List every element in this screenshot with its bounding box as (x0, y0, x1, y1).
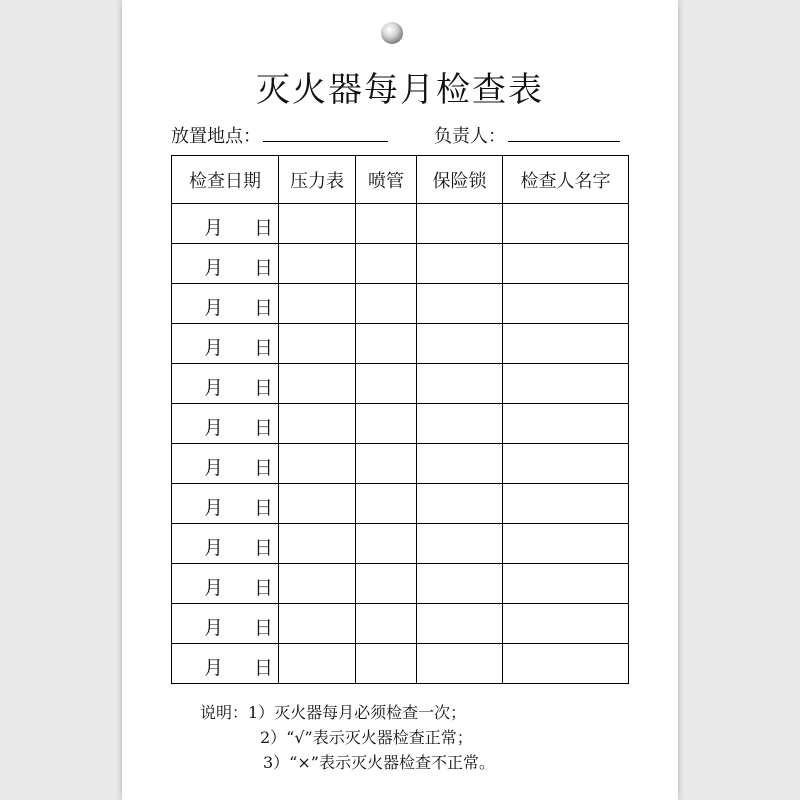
month-label: 月 (204, 497, 224, 519)
pressure-gauge-cell[interactable] (279, 604, 356, 644)
pressure-gauge-cell[interactable] (279, 364, 356, 404)
table-row (172, 604, 629, 644)
inspector-cell[interactable] (503, 204, 629, 244)
location-blank[interactable] (263, 123, 388, 142)
pressure-gauge-cell[interactable] (279, 644, 356, 684)
safety-pin-cell[interactable] (417, 564, 503, 604)
pressure-gauge-cell[interactable] (279, 524, 356, 564)
nozzle-cell[interactable] (356, 484, 417, 524)
pressure-gauge-cell[interactable] (279, 204, 356, 244)
day-label: 日 (254, 657, 274, 679)
day-label: 日 (254, 417, 274, 439)
inspector-cell[interactable] (503, 244, 629, 284)
safety-pin-cell[interactable] (417, 324, 503, 364)
day-label: 日 (254, 217, 274, 239)
inspector-cell[interactable] (503, 484, 629, 524)
inspector-cell[interactable] (503, 324, 629, 364)
day-label: 日 (254, 457, 274, 479)
day-label: 日 (254, 377, 274, 399)
person-field[interactable] (434, 122, 620, 148)
pressure-gauge-cell[interactable] (279, 244, 356, 284)
nozzle-cell[interactable] (356, 324, 417, 364)
person-label: 负责人： (434, 126, 506, 147)
table-row (172, 204, 629, 244)
table-row (172, 564, 629, 604)
header-safety-pin: 保险锁 (417, 156, 503, 204)
inspector-cell[interactable] (503, 644, 629, 684)
month-label: 月 (204, 577, 224, 599)
safety-pin-cell[interactable] (417, 244, 503, 284)
pressure-gauge-cell[interactable] (279, 284, 356, 324)
inspector-cell[interactable] (503, 604, 629, 644)
day-label: 日 (254, 577, 274, 599)
day-label: 日 (254, 257, 274, 279)
month-label: 月 (204, 377, 224, 399)
pressure-gauge-cell[interactable] (279, 564, 356, 604)
pressure-gauge-cell[interactable] (279, 324, 356, 364)
person-blank[interactable] (508, 123, 620, 142)
table-header-row (172, 156, 629, 204)
date-cell[interactable] (172, 404, 279, 444)
inspector-cell[interactable] (503, 444, 629, 484)
nozzle-cell[interactable] (356, 284, 417, 324)
page-title: 灭火器每月检查表 (256, 70, 544, 110)
date-cell[interactable] (172, 644, 279, 684)
safety-pin-cell[interactable] (417, 604, 503, 644)
nozzle-cell[interactable] (356, 524, 417, 564)
date-cell[interactable] (172, 604, 279, 644)
month-label: 月 (204, 457, 224, 479)
table-row (172, 524, 629, 564)
pressure-gauge-cell[interactable] (279, 444, 356, 484)
date-cell[interactable] (172, 324, 279, 364)
date-cell[interactable] (172, 204, 279, 244)
nozzle-cell[interactable] (356, 244, 417, 284)
header-pressure-gauge: 压力表 (279, 156, 356, 204)
note-2: 2）“√”表示灭火器检查正常； (260, 728, 473, 747)
safety-pin-cell[interactable] (417, 404, 503, 444)
hang-hole (381, 22, 403, 44)
month-label: 月 (204, 257, 224, 279)
date-cell[interactable] (172, 444, 279, 484)
inspector-cell[interactable] (503, 524, 629, 564)
month-label: 月 (204, 297, 224, 319)
nozzle-cell[interactable] (356, 604, 417, 644)
safety-pin-cell[interactable] (417, 524, 503, 564)
nozzle-cell[interactable] (356, 444, 417, 484)
date-cell[interactable] (172, 284, 279, 324)
table-row (172, 404, 629, 444)
inspection-card (122, 0, 678, 800)
month-label: 月 (204, 617, 224, 639)
month-label: 月 (204, 537, 224, 559)
date-cell[interactable] (172, 364, 279, 404)
date-cell[interactable] (172, 484, 279, 524)
safety-pin-cell[interactable] (417, 644, 503, 684)
inspector-cell[interactable] (503, 364, 629, 404)
table-row (172, 444, 629, 484)
date-cell[interactable] (172, 564, 279, 604)
pressure-gauge-cell[interactable] (279, 484, 356, 524)
note-3: 3）“×”表示灭火器检查不正常。 (263, 753, 495, 772)
date-cell[interactable] (172, 524, 279, 564)
month-label: 月 (204, 217, 224, 239)
header-date: 检查日期 (172, 156, 279, 204)
nozzle-cell[interactable] (356, 564, 417, 604)
header-inspector: 检查人名字 (503, 156, 629, 204)
inspector-cell[interactable] (503, 404, 629, 444)
month-label: 月 (204, 417, 224, 439)
header-nozzle: 喷管 (356, 156, 417, 204)
table-row (172, 364, 629, 404)
safety-pin-cell[interactable] (417, 484, 503, 524)
table-row (172, 244, 629, 284)
table-row (172, 644, 629, 684)
nozzle-cell[interactable] (356, 404, 417, 444)
inspector-cell[interactable] (503, 284, 629, 324)
notes (200, 700, 495, 775)
safety-pin-cell[interactable] (417, 364, 503, 404)
table-row (172, 484, 629, 524)
nozzle-cell[interactable] (356, 364, 417, 404)
month-label: 月 (204, 657, 224, 679)
day-label: 日 (254, 297, 274, 319)
inspection-table (171, 155, 629, 684)
location-field[interactable] (171, 122, 388, 148)
day-label: 日 (254, 497, 274, 519)
table-row (172, 324, 629, 364)
note-1: 说明：1）灭火器每月必须检查一次； (200, 703, 467, 722)
date-cell[interactable] (172, 244, 279, 284)
nozzle-cell[interactable] (356, 644, 417, 684)
day-label: 日 (254, 337, 274, 359)
day-label: 日 (254, 617, 274, 639)
table-row (172, 284, 629, 324)
location-label: 放置地点： (171, 126, 261, 147)
safety-pin-cell[interactable] (417, 444, 503, 484)
safety-pin-cell[interactable] (417, 284, 503, 324)
day-label: 日 (254, 537, 274, 559)
nozzle-cell[interactable] (356, 204, 417, 244)
safety-pin-cell[interactable] (417, 204, 503, 244)
inspector-cell[interactable] (503, 564, 629, 604)
month-label: 月 (204, 337, 224, 359)
pressure-gauge-cell[interactable] (279, 404, 356, 444)
